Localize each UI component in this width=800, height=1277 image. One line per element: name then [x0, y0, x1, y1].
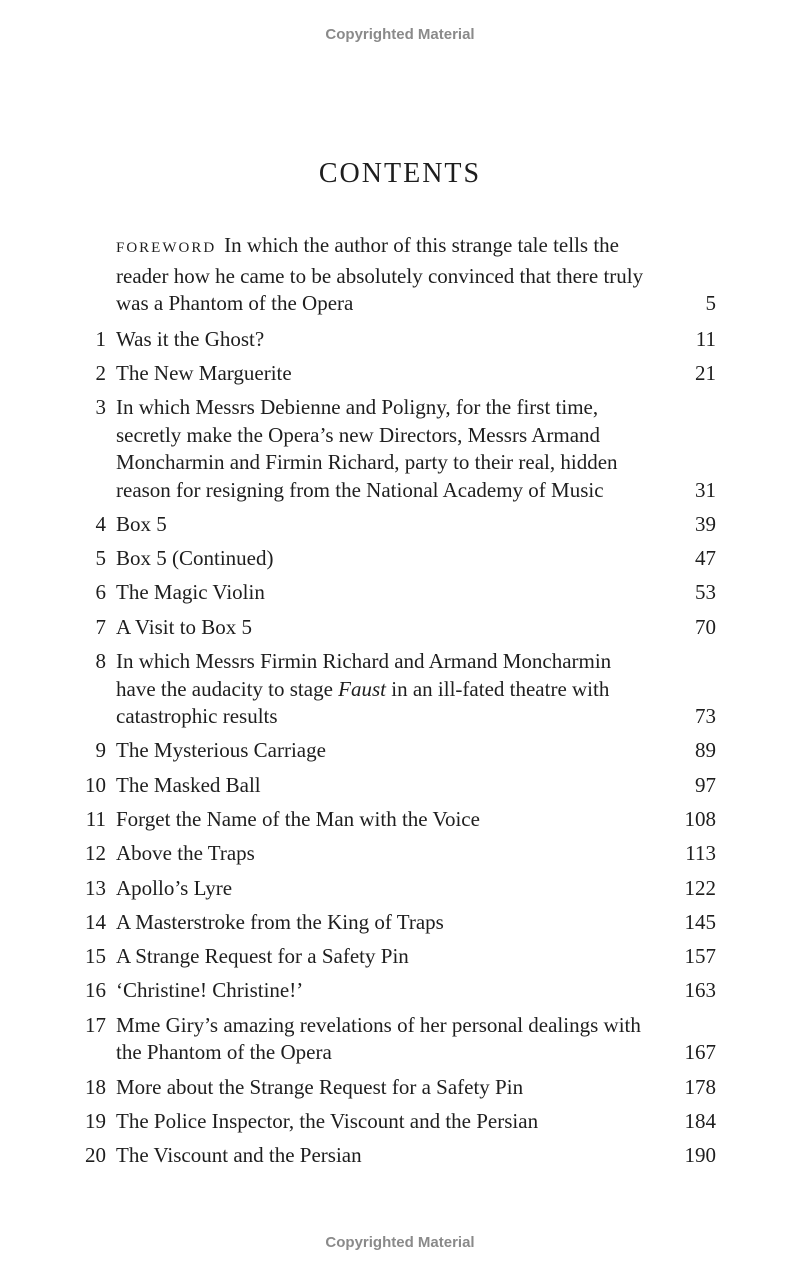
toc-entry-2[interactable] — [80, 360, 716, 388]
toc-entry-20[interactable] — [80, 1142, 716, 1170]
chapter-number: 20 — [85, 1143, 106, 1168]
chapter-page: 53 — [695, 580, 716, 605]
chapter-page: 73 — [695, 704, 716, 729]
chapter-title: A Strange Request for a Safety Pin — [116, 944, 409, 969]
chapter-page: 184 — [684, 1108, 716, 1133]
toc-entry-5[interactable] — [80, 545, 716, 573]
foreword-label: FOREWORD — [116, 240, 217, 256]
toc-entry-14[interactable] — [80, 909, 716, 937]
chapter-number: 10 — [85, 772, 106, 797]
chapter-page: 167 — [684, 1040, 716, 1065]
chapter-title: In which Messrs Debienne and Poligny, for the first time, secretly make the Opera’s new Directors, Messrs Armand Moncharmin and Firmin Richard, party to their real, hidden reason for resigning from the National Academy of Music — [116, 395, 618, 502]
chapter-title: More about the Strange Request for a Safety Pin — [116, 1074, 524, 1099]
toc-entry-16[interactable] — [80, 977, 716, 1005]
toc-entry-4[interactable] — [80, 511, 716, 539]
chapter-title: Apollo’s Lyre — [116, 875, 233, 900]
chapter-title-italic: Faust — [338, 676, 387, 701]
chapter-page: 108 — [684, 806, 716, 831]
chapter-title: The Police Inspector, the Viscount and the Persian — [116, 1108, 539, 1133]
chapter-page: 178 — [684, 1074, 716, 1099]
chapter-page: 113 — [685, 841, 716, 866]
toc-entry-9[interactable] — [80, 737, 716, 765]
chapter-number: 8 — [95, 649, 106, 674]
toc-entry-12[interactable] — [80, 840, 716, 868]
toc-entry-3[interactable] — [80, 394, 716, 504]
chapter-title: Forget the Name of the Man with the Voice — [116, 806, 480, 831]
chapter-page: 39 — [695, 511, 716, 536]
chapter-number: 15 — [85, 944, 106, 969]
chapter-title: Was it the Ghost? — [116, 326, 265, 351]
toc-entry-10[interactable] — [80, 772, 716, 800]
foreword-description: In which the author of this strange tale tells the reader how he came to be absolutely convinced that there truly was a Phantom of the Opera — [116, 233, 644, 315]
chapter-page: 190 — [684, 1143, 716, 1168]
chapter-title: The Magic Violin — [116, 580, 265, 605]
chapter-title: The Masked Ball — [116, 772, 261, 797]
chapter-number: 1 — [95, 326, 106, 351]
chapter-page: 70 — [695, 614, 716, 639]
chapter-title: Mme Giry’s amazing revelations of her personal dealings with the Phantom of the Opera — [116, 1012, 641, 1065]
chapter-number: 6 — [95, 580, 106, 605]
chapter-title: The New Marguerite — [116, 360, 292, 385]
chapter-title: Box 5 (Continued) — [116, 546, 274, 571]
chapter-page: 21 — [695, 360, 716, 385]
chapter-number: 9 — [95, 738, 106, 763]
chapter-number: 11 — [85, 806, 106, 831]
chapter-page: 157 — [684, 944, 716, 969]
table-of-contents — [80, 232, 716, 1176]
chapter-title: The Mysterious Carriage — [116, 738, 326, 763]
page-title: CONTENTS — [318, 158, 482, 189]
chapter-page: 47 — [695, 546, 716, 571]
chapter-number: 2 — [95, 360, 106, 385]
chapter-number: 4 — [95, 511, 106, 536]
chapter-page: 11 — [695, 326, 716, 351]
chapter-page: 122 — [684, 875, 716, 900]
toc-entry-8[interactable] — [80, 648, 716, 731]
chapter-page: 97 — [695, 772, 716, 797]
toc-entry-1[interactable] — [80, 326, 716, 354]
chapter-title — [106, 648, 656, 731]
toc-entry-13[interactable] — [80, 875, 716, 903]
chapter-number: 17 — [85, 1012, 106, 1037]
chapter-title-part: In which Messrs Firmin Richard and Armand Moncharmin have the audacity to stage — [116, 649, 612, 701]
chapter-title: Above the Traps — [116, 841, 255, 866]
chapter-title: ‘Christine! Christine!’ — [116, 978, 304, 1003]
toc-foreword[interactable] — [80, 232, 716, 318]
chapter-page: 31 — [695, 477, 716, 502]
chapter-title-part: in an ill-fated theatre with catastrophic results — [116, 676, 610, 729]
chapter-title: A Visit to Box 5 — [116, 614, 253, 639]
toc-entry-6[interactable] — [80, 579, 716, 607]
chapter-page: 145 — [684, 909, 716, 934]
foreword-text — [80, 232, 656, 318]
chapter-number: 12 — [85, 841, 106, 866]
chapter-number: 7 — [95, 614, 106, 639]
chapter-number: 16 — [85, 978, 106, 1003]
toc-entry-11[interactable] — [80, 806, 716, 834]
toc-entry-17[interactable] — [80, 1012, 716, 1067]
toc-entry-18[interactable] — [80, 1074, 716, 1102]
chapter-number: 3 — [95, 395, 106, 420]
chapter-number: 13 — [85, 875, 106, 900]
chapter-number: 14 — [85, 909, 106, 934]
watermark-bottom: Copyrighted Material — [325, 1234, 475, 1251]
chapter-number: 19 — [85, 1108, 106, 1133]
toc-entry-15[interactable] — [80, 943, 716, 971]
chapter-title: The Viscount and the Persian — [116, 1143, 362, 1168]
chapter-number: 18 — [85, 1074, 106, 1099]
chapter-title: Box 5 — [116, 511, 167, 536]
chapter-page: 89 — [695, 738, 716, 763]
chapter-title: A Masterstroke from the King of Traps — [116, 909, 444, 934]
chapter-page: 163 — [684, 978, 716, 1003]
watermark-top: Copyrighted Material — [325, 26, 475, 43]
toc-entry-19[interactable] — [80, 1108, 716, 1136]
chapter-number: 5 — [95, 546, 106, 571]
toc-entry-7[interactable] — [80, 614, 716, 642]
foreword-page: 5 — [705, 291, 716, 315]
